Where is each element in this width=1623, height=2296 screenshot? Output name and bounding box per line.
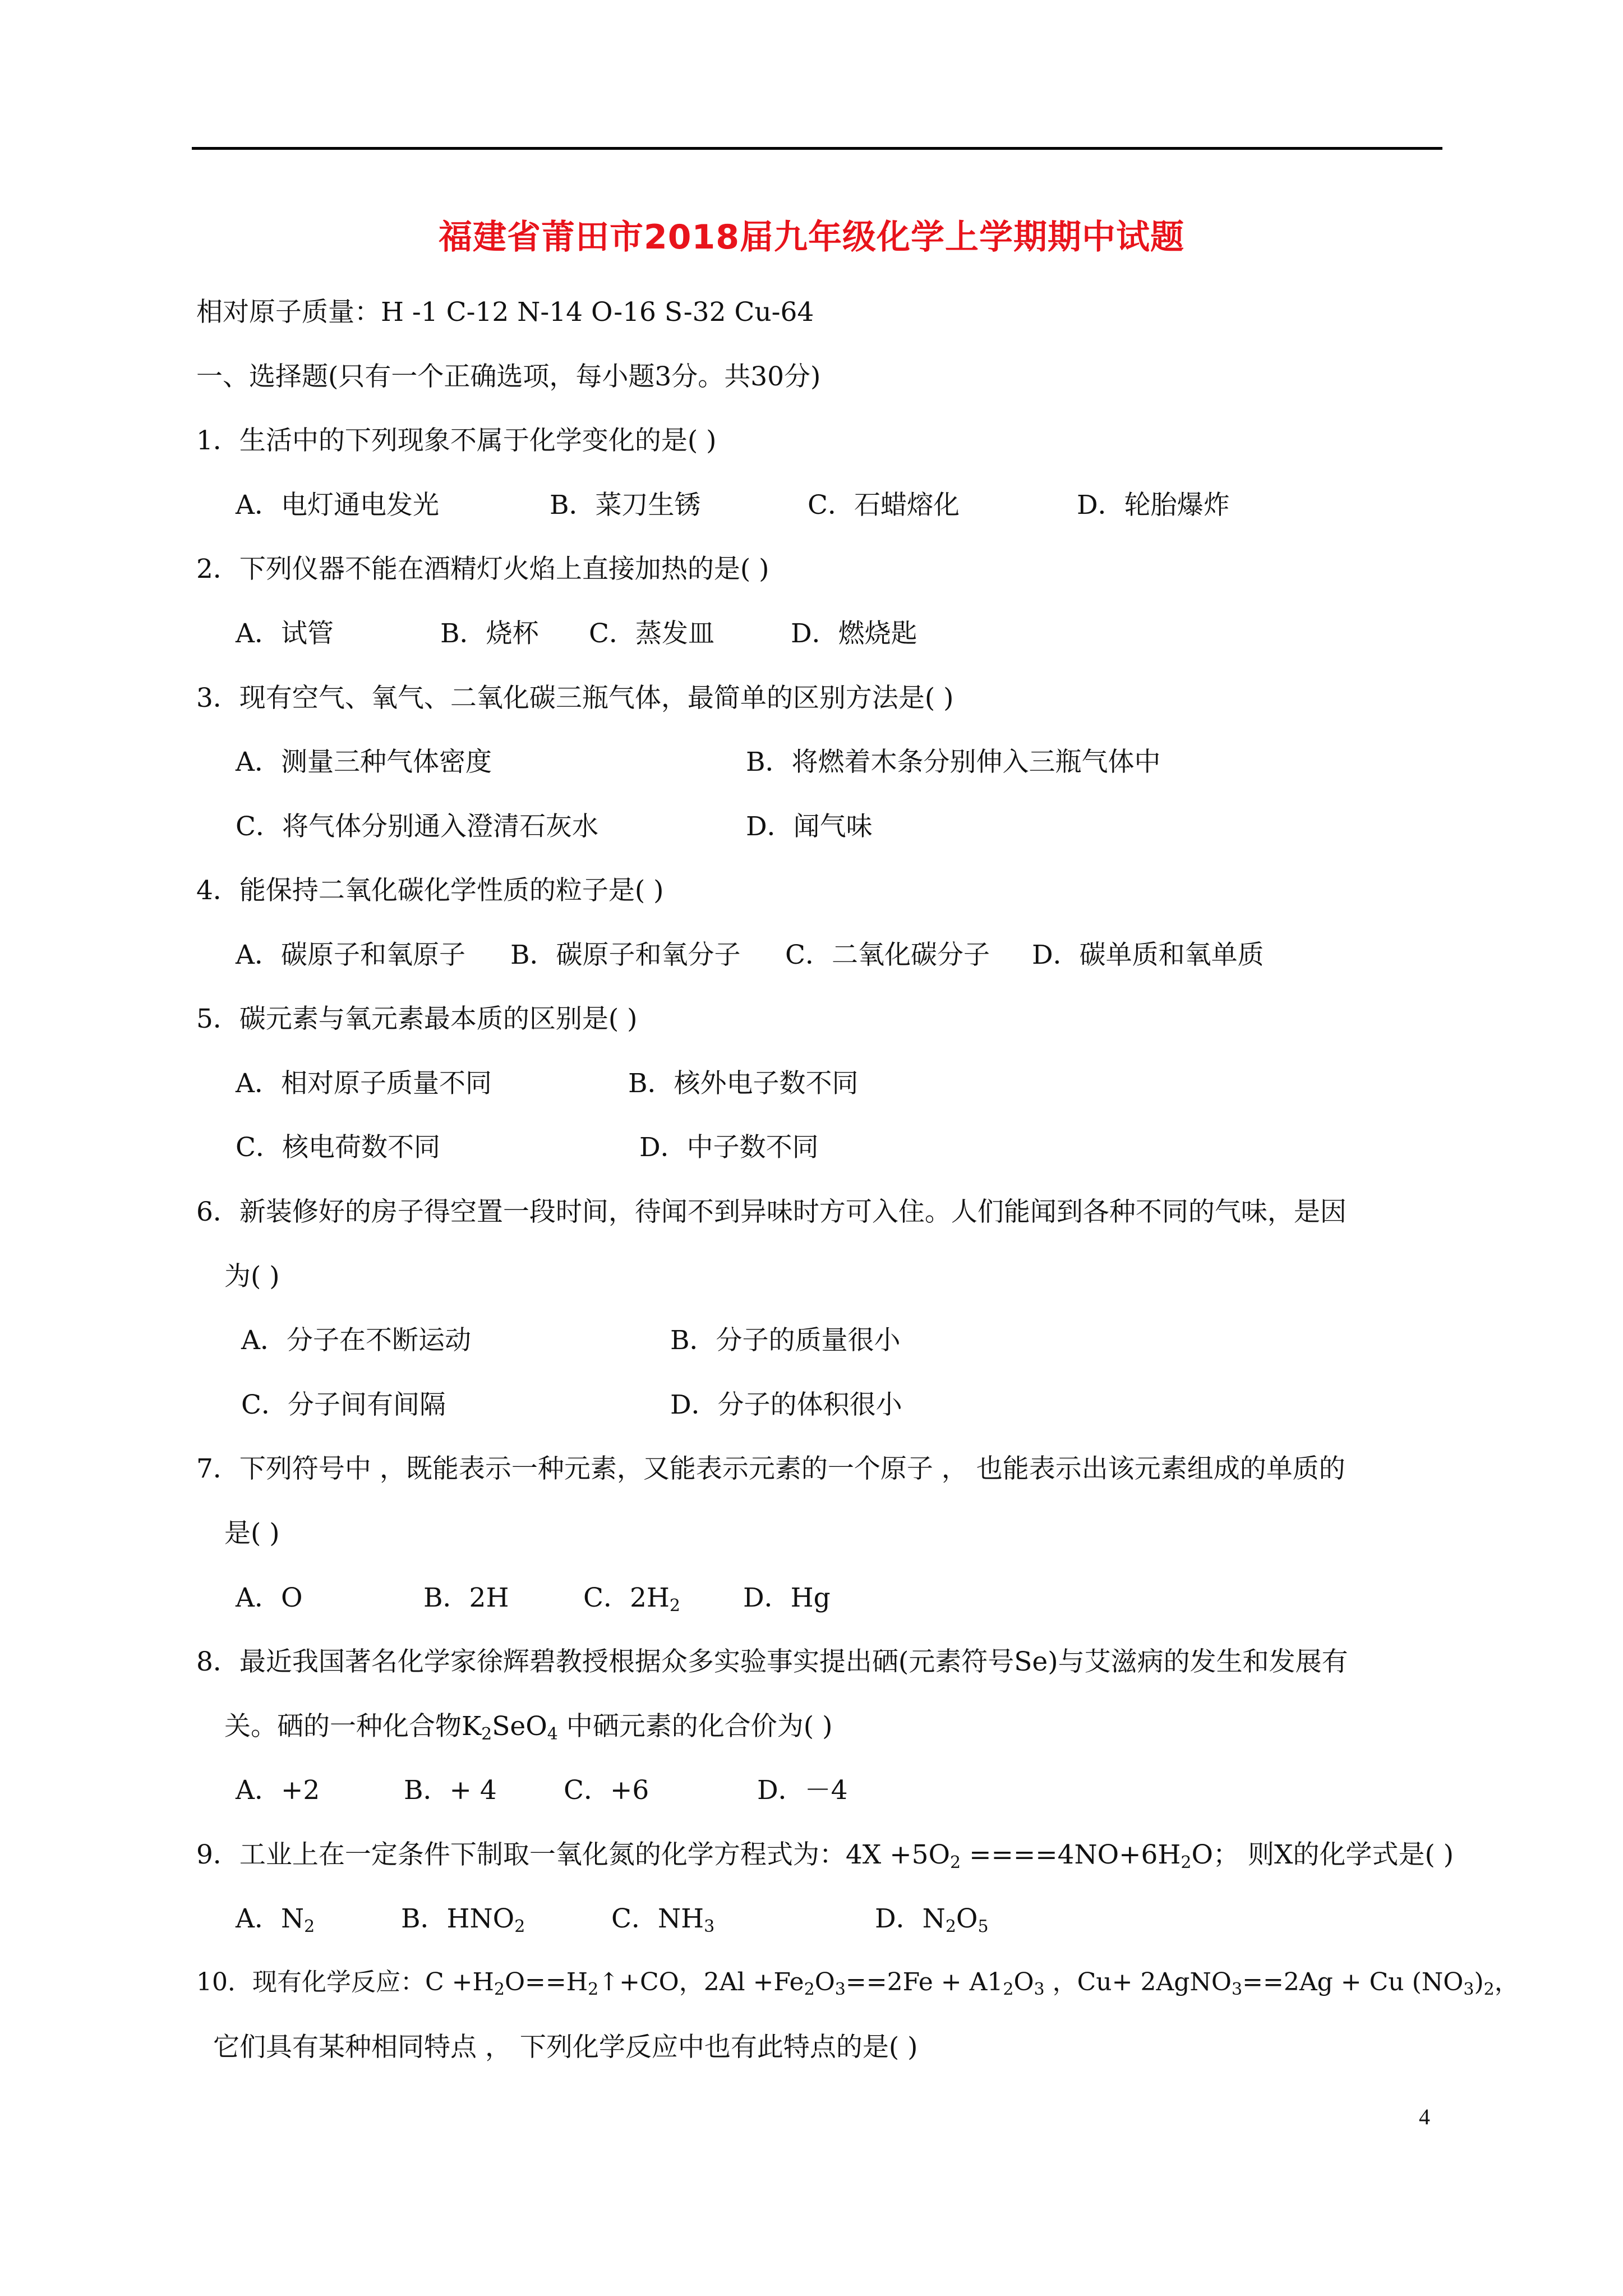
header-rule — [192, 147, 1442, 150]
q1-option-a: A．电灯通电发光 — [236, 490, 439, 521]
q4-option-a: A．碳原子和氧原子 — [236, 940, 465, 970]
q9-option-d: D．$N_2O_5$ — [875, 1903, 989, 1936]
question-1-stem: 1．生活中的下列现象不属于化学变化的是( ) — [196, 425, 717, 456]
q8-option-c: C．+6 — [564, 1775, 649, 1806]
q2-option-b: B．烧杯 — [440, 618, 539, 649]
q6-option-b: B．分子的质量很小 — [670, 1325, 901, 1356]
q3-option-d: D．闻气味 — [746, 811, 873, 842]
q7-option-b: B．2H — [423, 1582, 509, 1613]
q8-option-b: B．+ 4 — [404, 1775, 497, 1806]
q1-option-c: C．石蜡熔化 — [808, 490, 960, 521]
question-10-stem-cont: 它们具有某种相同特点 ， 下列化学反应中也有此特点的是( ) — [213, 2032, 918, 2063]
q4-option-d: D．碳单质和氧单质 — [1032, 940, 1264, 970]
question-8-stem-cont: 关。硒的一种化合物$K_2SeO_4$ 中硒元素的化合价为( ) — [224, 1711, 833, 1744]
page-number: 4 — [1419, 2104, 1430, 2129]
question-8-stem: 8．最近我国著名化学家徐辉碧教授根据众多实验事实提出硒(元素符号Se)与艾滋病的发生和发展有 — [196, 1646, 1348, 1677]
question-3-stem: 3．现有空气、氧气、二氧化碳三瓶气体，最简单的区别方法是( ) — [196, 683, 954, 714]
q1-option-d: D．轮胎爆炸 — [1077, 490, 1230, 521]
question-4-stem: 4．能保持二氧化碳化学性质的粒子是( ) — [196, 875, 664, 906]
q6-option-d: D．分子的体积很小 — [670, 1389, 902, 1420]
page-title: 福建省莆田市2018届九年级化学上学期期中试题 — [439, 218, 1184, 257]
question-2-stem: 2．下列仪器不能在酒精灯火焰上直接加热的是( ) — [196, 554, 769, 585]
q5-option-d: D．中子数不同 — [639, 1132, 819, 1163]
question-10-stem: 10．现有化学反应：$C +H_2O==H_2↑+CO$，$2Al +Fe_2O_3==2Fe + A1_2O_3$ ，Cu+ 2AgNO$_3$==2Ag + Cu $(NO_3)_2$， — [196, 1968, 1519, 1999]
question-9-stem: 9．工业上在一定条件下制取一氧化氮的化学方程式为：$4X +5O_2 ====4NO+6H_2O$； 则X的化学式是( ) — [196, 1839, 1454, 1872]
question-5-stem: 5．碳元素与氧元素最本质的区别是( ) — [196, 1004, 638, 1034]
q7-option-a: A．O — [236, 1582, 303, 1613]
q5-option-b: B．核外电子数不同 — [628, 1068, 859, 1099]
q9-option-c: C．$NH_3$ — [611, 1903, 715, 1936]
q1-option-b: B．菜刀生锈 — [550, 490, 701, 521]
q9-option-b: B．$HNO_2$ — [401, 1903, 525, 1936]
q5-option-c: C．核电荷数不同 — [236, 1132, 440, 1163]
q5-option-a: A．相对原子质量不同 — [236, 1068, 492, 1099]
q3-option-c: C．将气体分别通入澄清石灰水 — [236, 811, 598, 842]
question-6-stem: 6．新装修好的房子得空置一段时间，待闻不到异味时方可入住。人们能闻到各种不同的气味，是因 — [196, 1197, 1347, 1227]
q8-option-a: A．+2 — [236, 1775, 320, 1806]
q4-option-c: C．二氧化碳分子 — [785, 940, 990, 970]
q3-option-a: A．测量三种气体密度 — [236, 747, 492, 777]
q3-option-b: B．将燃着木条分别伸入三瓶气体中 — [746, 747, 1161, 777]
question-7-stem: 7．下列符号中 ，既能表示一种元素，又能表示元素的一个原子 ， 也能表示出该元素组成的单质的 — [196, 1453, 1345, 1484]
q2-option-a: A．试管 — [236, 618, 334, 649]
question-6-stem-cont: 为( ) — [224, 1261, 280, 1292]
q7-option-c: C．$2H_2$ — [583, 1582, 680, 1616]
q2-option-c: C．蒸发皿 — [589, 618, 714, 649]
q7-option-d: D．Hg — [743, 1582, 831, 1613]
q4-option-b: B．碳原子和氧分子 — [510, 940, 741, 970]
q6-option-c: C．分子间有间隔 — [241, 1389, 446, 1420]
q8-option-d: D．－4 — [757, 1775, 848, 1806]
section-heading: 一、选择题(只有一个正确选项，每小题3分。共30分) — [196, 361, 821, 392]
question-7-stem-cont: 是( ) — [224, 1518, 280, 1549]
q2-option-d: D．燃烧匙 — [791, 618, 917, 649]
q6-option-a: A．分子在不断运动 — [241, 1325, 471, 1356]
q9-option-a: A．$N_2$ — [236, 1903, 315, 1936]
atomic-mass-line: 相对原子质量：H -1 C-12 N-14 O-16 S-32 Cu-64 — [196, 297, 814, 328]
